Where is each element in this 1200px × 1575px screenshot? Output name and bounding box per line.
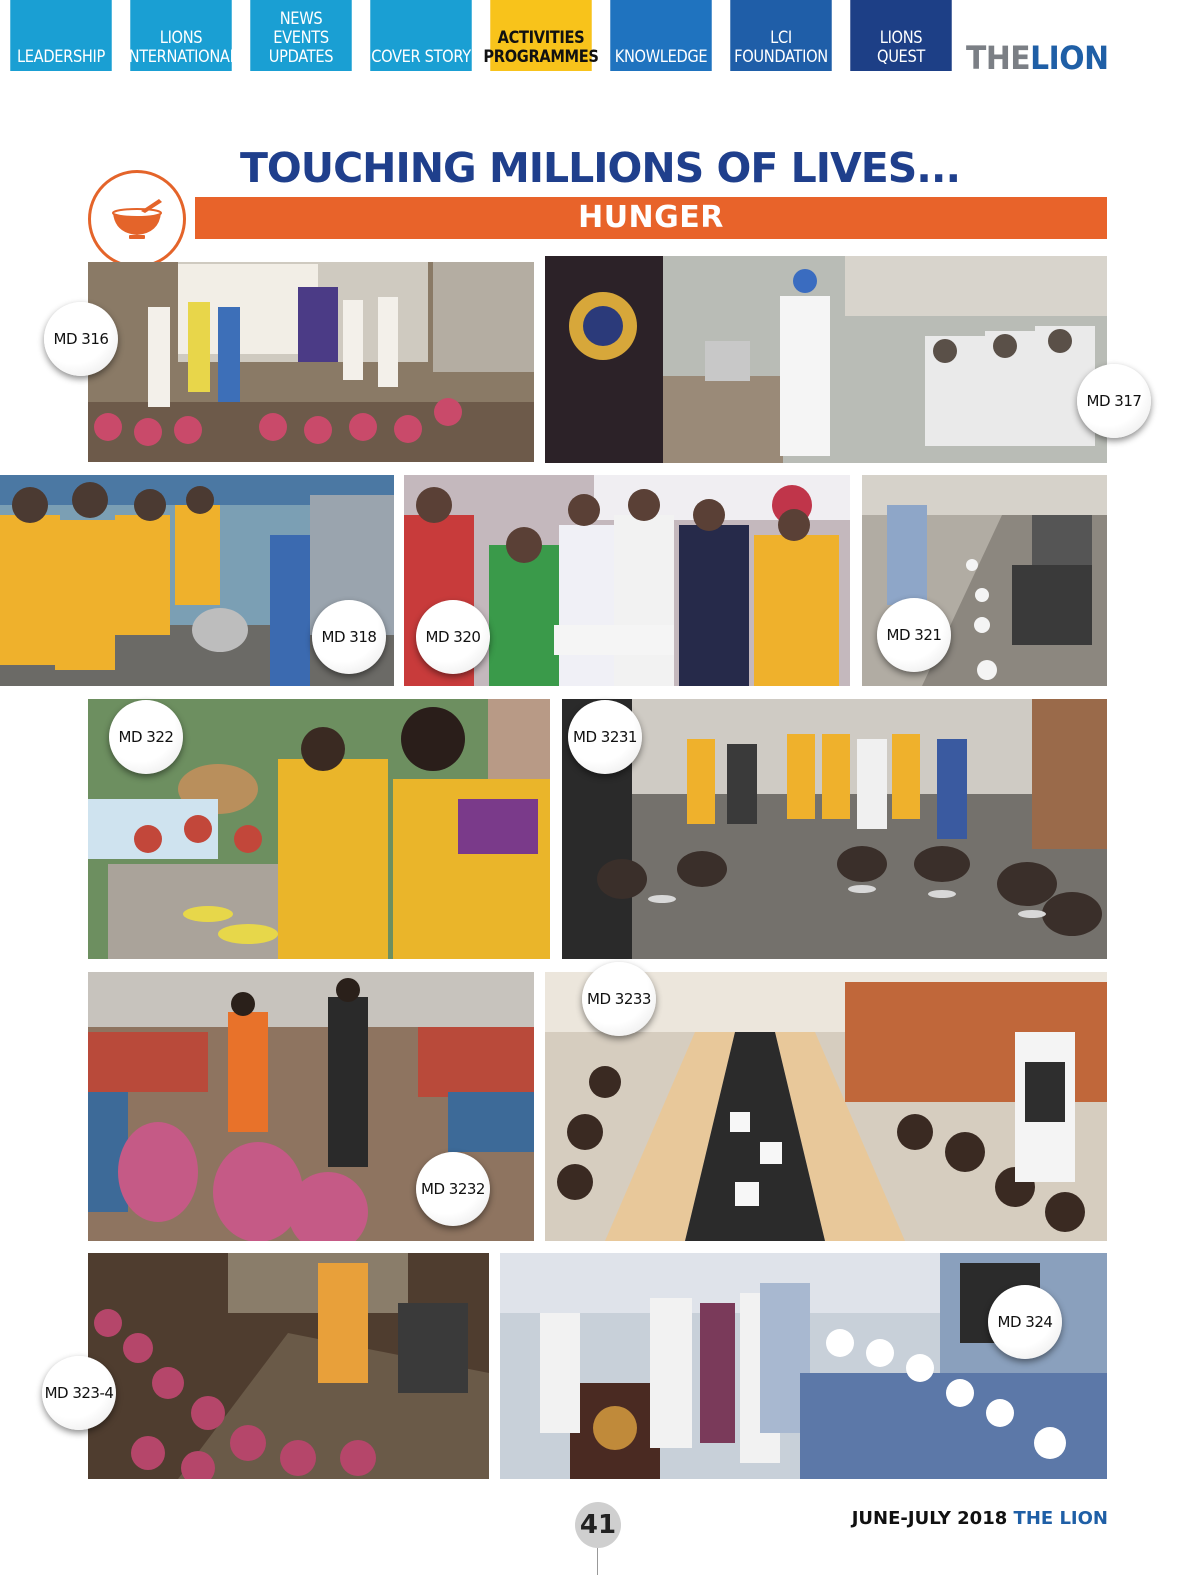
- tab-leadership[interactable]: [10, 0, 111, 71]
- district-badge: MD 324: [988, 1285, 1062, 1359]
- logo-word-the: THE: [966, 39, 1031, 77]
- issue-date: JUNE-JULY 2018: [851, 1508, 1008, 1529]
- photo-md323-4: [88, 1253, 489, 1479]
- issue-info: [852, 1508, 1108, 1530]
- district-badge: MD 3233: [582, 962, 656, 1036]
- section-nav: [0, 0, 1200, 77]
- district-badge: MD 320: [416, 600, 490, 674]
- district-badge: MD 318: [312, 600, 386, 674]
- tab-activities-programmes[interactable]: [483, 0, 599, 71]
- tab-label: LIONS QUEST: [877, 28, 925, 67]
- tab-cover-story[interactable]: [370, 0, 471, 71]
- tab-label: COVER STORY: [371, 47, 471, 67]
- tab-lions-international[interactable]: [124, 0, 238, 71]
- tab-label: KNOWLEDGE: [614, 47, 708, 67]
- district-badge: MD 323-4: [42, 1356, 116, 1430]
- theme-banner: HUNGER: [195, 197, 1107, 239]
- tab-label: LIONS INTERNATIONAL: [124, 28, 238, 67]
- tab-label: LCI FOUNDATION: [734, 28, 828, 67]
- district-badge: MD 3231: [568, 700, 642, 774]
- photo-md316: [88, 262, 534, 462]
- magazine-logo: [966, 40, 1109, 76]
- district-badge: MD 317: [1077, 364, 1151, 438]
- tab-lions-quest[interactable]: [850, 0, 951, 71]
- tab-label: LEADERSHIP: [16, 47, 105, 67]
- logo-word-lion: LION: [1030, 39, 1109, 77]
- photo-md3231: [562, 699, 1107, 959]
- district-badge: MD 322: [109, 700, 183, 774]
- photo-md317: [545, 256, 1107, 463]
- page-title: TOUCHING MILLIONS OF LIVES...: [239, 144, 961, 192]
- tab-lci-foundation[interactable]: [730, 0, 831, 71]
- district-badge: MD 321: [877, 598, 951, 672]
- district-badge: MD 316: [44, 302, 118, 376]
- tab-label: NEWS EVENTS UPDATES: [268, 9, 334, 67]
- magazine-name: THE LION: [1013, 1508, 1108, 1529]
- food-bowl-icon: [88, 170, 186, 268]
- divider: [597, 1548, 598, 1575]
- page-number: 41: [575, 1502, 621, 1548]
- district-badge: MD 3232: [416, 1152, 490, 1226]
- tab-knowledge[interactable]: [610, 0, 711, 71]
- tab-news-events-updates[interactable]: [250, 0, 351, 71]
- tab-label: ACTIVITIES PROGRAMMES: [483, 28, 599, 67]
